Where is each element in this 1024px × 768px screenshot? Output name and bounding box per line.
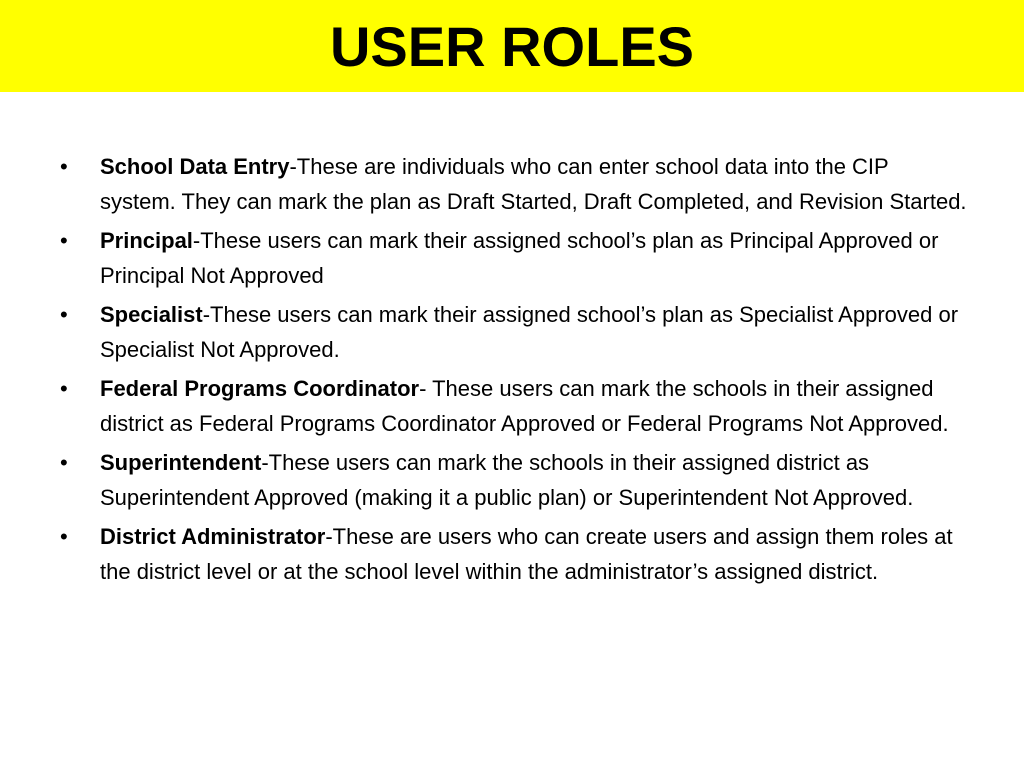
list-item-specialist — [0, 298, 970, 367]
role-term: Specialist — [100, 302, 203, 327]
role-term: Superintendent — [100, 450, 262, 475]
role-term: Federal Programs Coordinator — [100, 376, 420, 401]
role-description: -These are users who can create users and assign them roles at the district level or at the school level within the administrator’s assigned district. — [100, 524, 953, 584]
list-item-superintendent — [0, 446, 970, 515]
bullet-icon: • — [60, 154, 68, 179]
role-term: School Data Entry — [100, 154, 290, 179]
bullet-icon: • — [60, 302, 68, 327]
role-description: - These users can mark the schools in their assigned district as Federal Programs Coordinator Approved or Federal Programs Not Approved. — [100, 376, 949, 436]
bullet-icon: • — [60, 524, 68, 549]
role-term: District Administrator — [100, 524, 326, 549]
bullet-icon: • — [60, 376, 68, 401]
role-description: -These users can mark the schools in their assigned district as Superintendent Approved (making it a public plan) or Superintendent Not Approved. — [100, 450, 914, 510]
role-description: -These are individuals who can enter school data into the CIP system. They can mark the plan as Draft Started, Draft Completed, and Revision Started. — [100, 154, 967, 214]
role-term: Principal — [100, 228, 193, 253]
role-description: -These users can mark their assigned school’s plan as Principal Approved or Principal Not Approved — [100, 228, 939, 288]
list-item-school-data-entry — [0, 150, 970, 219]
bullet-icon: • — [60, 450, 68, 475]
bullet-icon: • — [60, 228, 68, 253]
list-item-principal — [0, 224, 970, 293]
slide-title: USER ROLES — [329, 15, 695, 78]
list-item-district-administrator — [0, 520, 970, 589]
bullet-list — [0, 150, 1024, 594]
role-description: -These users can mark their assigned school’s plan as Specialist Approved or Specialist Not Approved. — [100, 302, 959, 362]
list-item-federal-programs-coordinator — [0, 372, 970, 441]
